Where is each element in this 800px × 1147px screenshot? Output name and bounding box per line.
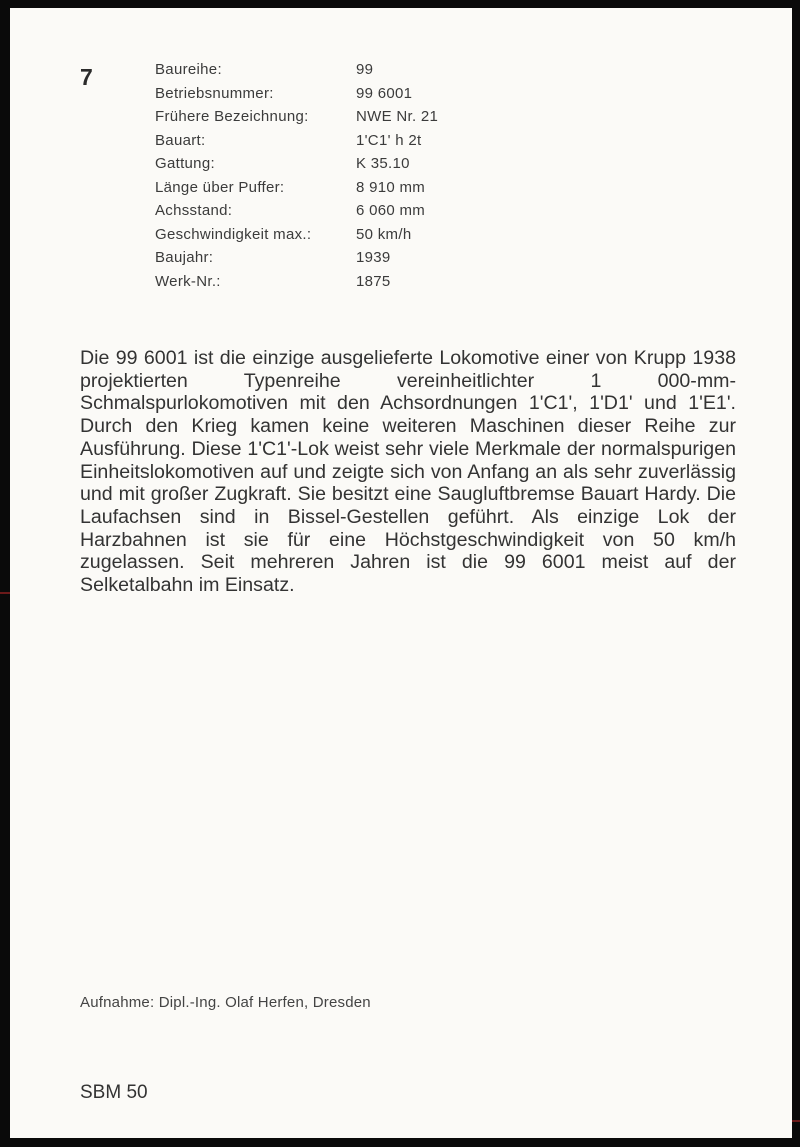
spec-label: Baujahr:	[155, 249, 214, 266]
spec-value: 50 km/h	[356, 225, 412, 243]
card-number: 7	[80, 64, 93, 90]
spec-value: 1939	[356, 249, 391, 266]
spec-value: 1875	[356, 272, 391, 290]
spec-value: 1'C1' h 2t	[356, 131, 422, 149]
description-text: Die 99 6001 ist die einzige ausgelieferte Lokomotive einer von Krupp 1938 projektierten Typenreihe vereinheitlichter 1 000-mm-Schmalspurlokomotiven mit den Achsordnungen 1'C1', 1'D1' und 1'E1'. Durch den Krieg kamen keine weiteren Maschinen dieser Reihe zur Ausführung. Diese 1'C1'-Lok weist sehr viele Merkmale der normalspurigen Einheitslokomotiven auf und zeigte sich von Anfang an als sehr zuverlässig und mit großer Zugkraft. Sie besitzt eine Saugluftbremse Bauart Hardy. Die Laufachsen sind in Bissel-Gestellen geführt. Als einzige Lok der Harzbahnen ist sie für eine Höchstgeschwindigkeit von 50 km/h zugelassen. Seit mehreren Jahren ist die 99 6001 meist auf der Selketalbahn im Einsatz.	[80, 347, 736, 597]
spec-label: Geschwindigkeit max.:	[155, 225, 312, 243]
photo-credit: Aufnahme: Dipl.-Ing. Olaf Herfen, Dresden	[80, 994, 371, 1011]
spec-label: Betriebsnummer:	[155, 84, 274, 102]
spec-value: 6 060 mm	[356, 202, 426, 219]
spec-label: Gattung:	[155, 155, 215, 172]
spec-label: Länge über Puffer:	[155, 178, 285, 196]
spec-label: Achsstand:	[155, 202, 233, 219]
spec-value: 8 910 mm	[356, 178, 426, 196]
spec-label: Frühere Bezeichnung:	[155, 108, 309, 125]
edge-mark-left	[0, 592, 10, 594]
postcard-back	[10, 8, 792, 1138]
series-code: SBM 50	[80, 1082, 148, 1103]
spec-label: Bauart:	[155, 131, 206, 149]
spec-value: NWE Nr. 21	[356, 108, 439, 125]
spec-value: 99	[356, 61, 374, 78]
spec-label: Werk-Nr.:	[155, 272, 221, 290]
spec-value: 99 6001	[356, 84, 413, 102]
spec-value: K 35.10	[356, 155, 410, 172]
spec-label: Baureihe:	[155, 61, 222, 78]
